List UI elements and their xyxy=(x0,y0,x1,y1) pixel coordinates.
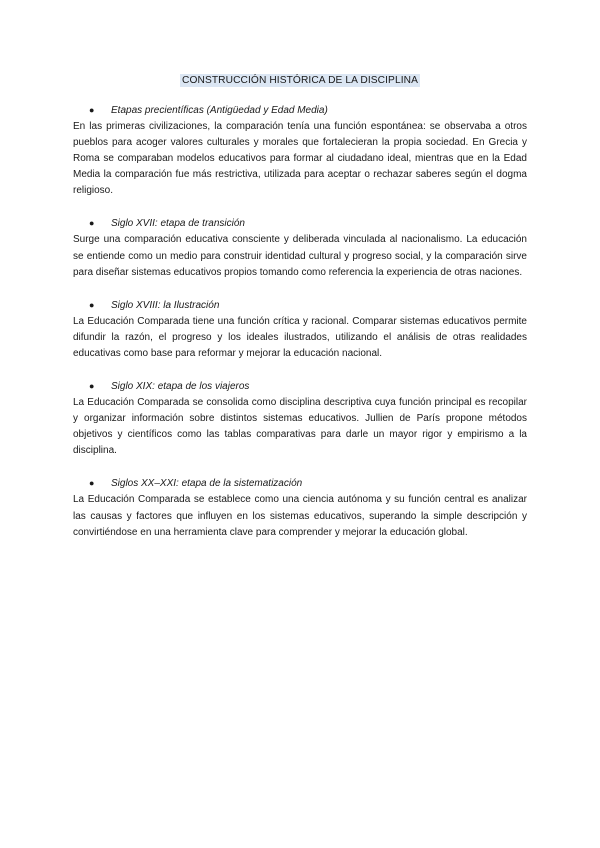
section-paragraph: La Educación Comparada tiene una función crítica y racional. Comparar sistemas educativos permite difundir la razón, el progreso y los ideales ilustrados, utilizando el análisis de otras realidades educativas como base para reformar y mejorar la educación nacional. xyxy=(73,315,527,359)
section-heading xyxy=(73,475,527,492)
page-title: CONSTRUCCIÓN HISTÓRICA DE LA DISCIPLINA xyxy=(182,75,418,86)
bullet-icon: ● xyxy=(89,218,95,229)
section-paragraph: En las primeras civilizaciones, la comparación tenía una función espontánea: se observaba a otros pueblos para acoger valores culturales y morales que fortalecieran la propia sociedad. En Grecia y Roma se comparaban modelos educativos para formar al ciudadano ideal, mientras que en la Edad Media la comparación fue más restrictiva, utilizada para aceptar o rechazar saberes según el dogma religioso. xyxy=(73,121,527,197)
section-heading xyxy=(73,215,527,232)
section-siglo-xviii xyxy=(73,297,527,362)
bullet-icon: ● xyxy=(89,105,95,115)
section-paragraph: La Educación Comparada se consolida como disciplina descriptiva cuya función principal es recopilar y organizar información sobre distintos sistemas educativos. Jullien de París propone métodos objetivos y científicos como las tablas comparativas para darle un mayor rigor y empirismo a la disciplina. xyxy=(73,397,527,457)
title-container xyxy=(0,70,600,88)
bullet-icon: ● xyxy=(89,381,95,392)
section-heading-text: Siglo XVII: etapa de transición xyxy=(111,218,245,230)
section-siglo-xix xyxy=(73,378,527,459)
section-siglos-xx-xxi xyxy=(73,475,527,540)
section-heading-text: Siglos XX–XXI: etapa de la sistematización xyxy=(111,478,303,490)
section-heading xyxy=(73,378,527,395)
bullet-icon: ● xyxy=(89,478,95,489)
section-heading xyxy=(73,297,527,314)
section-etapas-precientificas xyxy=(73,102,527,199)
section-paragraph: Surge una comparación educativa consciente y deliberada vinculada al nacionalismo. La educación se entiende como un medio para construir identidad cultural y progreso social, y la comparación sirve para diseñar sistemas educativos propios tomando como referencia la experiencia de otras naciones. xyxy=(73,234,527,278)
bullet-icon: ● xyxy=(89,299,95,310)
section-heading-text: Etapas precientíficas (Antigüedad y Edad Media) xyxy=(111,105,328,116)
section-heading xyxy=(73,102,527,119)
section-paragraph: La Educación Comparada se establece como una ciencia autónoma y su función central es analizar las causas y factores que influyen en los sistemas educativos, superando la simple descripción y convirtiéndose en una herramienta clave para comprender y mejorar la educación global. xyxy=(73,494,527,538)
section-siglo-xvii xyxy=(73,215,527,280)
section-heading-text: Siglo XVIII: la Ilustración xyxy=(111,299,220,311)
document-body xyxy=(73,102,527,557)
section-heading-text: Siglo XIX: etapa de los viajeros xyxy=(111,381,250,393)
